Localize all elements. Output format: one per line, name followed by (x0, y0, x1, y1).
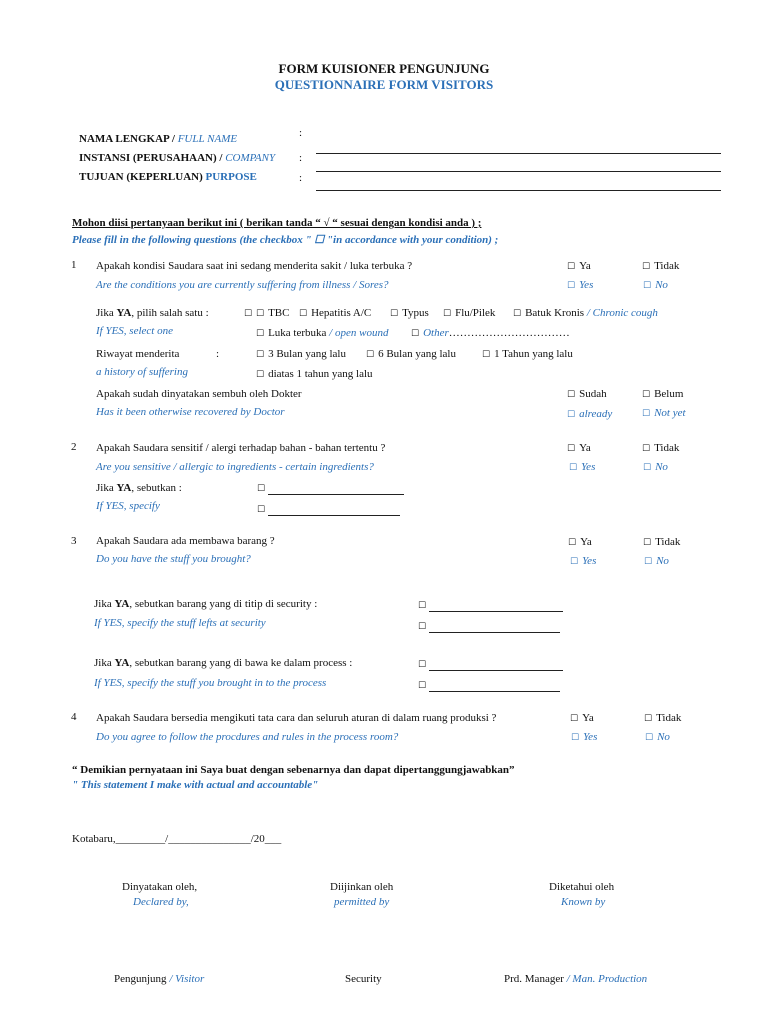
q4-text-en: Do you agree to follow the procdures and rules in the process room? (96, 731, 399, 743)
full-name-field[interactable] (316, 153, 721, 154)
q2-yes-option-en[interactable]: ☐ Yes (569, 461, 596, 473)
q3-process-field-2[interactable] (429, 691, 560, 692)
company-label: INSTANSI (PERUSAHAAN) / COMPANY (79, 152, 276, 164)
option-sudah[interactable]: ☐ Sudah (567, 388, 607, 400)
form-title: FORM KUISIONER PENGUNJUNG (278, 61, 490, 76)
option-other[interactable]: ☐ Other…………………………… (411, 327, 570, 339)
q1-text-en: Are the conditions you are currently suffering from illness / Sores? (96, 279, 389, 291)
q2-specify-checkbox-2[interactable]: ☐ (257, 505, 266, 515)
q1-yes-option[interactable]: ☐ Ya (567, 260, 591, 272)
option-already[interactable]: ☐ already (567, 408, 613, 420)
statement-en: " This statement I make with actual and accountable" (72, 779, 319, 791)
q3-no-option[interactable]: ☐ Tidak (643, 536, 681, 548)
q2-specify-field-1[interactable] (268, 494, 404, 495)
statement-id: “ Demikian pernyataan ini Saya buat dengan sebenarnya dan dapat dipertanggungjawabkan” (72, 764, 515, 776)
option-over-1-year[interactable]: ☐ diatas 1 tahun yang lalu (256, 368, 373, 380)
permitted-by-label-en: permitted by (334, 896, 390, 908)
purpose-colon: : (299, 172, 303, 184)
date-line[interactable]: Kotabaru,_________/_______________/20___ (72, 833, 282, 845)
q3-security-label-en: If YES, specify the stuff lefts at security (94, 617, 266, 629)
q3-process-label-en: If YES, specify the stuff you brought in to the process (94, 677, 327, 689)
option-typus[interactable]: ☐ Typus (390, 307, 429, 319)
q3-security-field-2[interactable] (429, 632, 560, 633)
question-number: 4 (71, 711, 77, 723)
option-flu[interactable]: ☐ Flu/Pilek (443, 307, 496, 319)
option-6-months[interactable]: ☐ 6 Bulan yang lalu (366, 348, 456, 360)
q3-yes-option-en[interactable]: ☐ Yes (570, 555, 597, 567)
q2-specify-field-2[interactable] (268, 515, 400, 516)
known-by-label: Diketahui oleh (549, 881, 615, 893)
q3-security-checkbox-2[interactable]: ☐ (418, 622, 427, 632)
q1-text-id: Apakah kondisi Saudara saat ini sedang menderita sakit / luka terbuka ? (96, 260, 413, 272)
visitor-signature-label: Pengunjung / Visitor (114, 973, 205, 985)
question-number: 3 (71, 535, 77, 547)
q2-yes-option[interactable]: ☐ Ya (567, 442, 591, 454)
q1-no-option[interactable]: ☐ Tidak (642, 260, 680, 272)
q3-process-label: Jika YA, sebutkan barang yang di bawa ke dalam process : (94, 657, 353, 669)
declared-by-label: Dinyatakan oleh, (122, 881, 198, 893)
q4-no-option[interactable]: ☐ Tidak (644, 712, 682, 724)
q3-yes-option[interactable]: ☐ Ya (568, 536, 592, 548)
purpose-label: TUJUAN (KEPERLUAN) PURPOSE (79, 171, 257, 183)
history-label: Riwayat menderita (96, 348, 180, 360)
q1-yes-option-en[interactable]: ☐ Yes (567, 279, 594, 291)
q3-process-field-1[interactable] (429, 670, 563, 671)
company-field[interactable] (316, 171, 721, 172)
security-signature-label: Security (345, 973, 382, 985)
option-hepatitis[interactable]: ☐ Hepatitis A/C (299, 307, 372, 319)
q3-text-en: Do you have the stuff you brought? (96, 553, 251, 565)
purpose-field[interactable] (316, 190, 721, 191)
company-colon: : (299, 152, 303, 164)
permitted-by-label: Diijinkan oleh (330, 881, 394, 893)
full-name-label: NAMA LENGKAP / FULL NAME (79, 133, 238, 145)
instructions-id: Mohon diisi pertanyaan berikut ini ( berikan tanda “ √ “ sesuai dengan kondisi anda ) ; (72, 217, 482, 229)
option-chronic-cough[interactable]: ☐ Batuk Kronis / Chronic cough (513, 307, 658, 319)
q2-text-en: Are you sensitive / allergic to ingredients - certain ingredients? (96, 461, 374, 473)
known-by-label-en: Known by (561, 896, 606, 908)
q2-specify-label-en: If YES, specify (96, 500, 160, 512)
q3-security-field-1[interactable] (429, 611, 563, 612)
q3-process-checkbox-1[interactable]: ☐ (418, 660, 427, 670)
history-label-en: a history of suffering (96, 366, 188, 378)
q1-blank-checkbox[interactable]: ☐ (244, 309, 253, 319)
option-open-wound[interactable]: ☐ Luka terbuka / open wound (256, 327, 389, 339)
recovered-label-en: Has it been otherwise recovered by Doctor (96, 406, 285, 418)
q3-security-checkbox-1[interactable]: ☐ (418, 601, 427, 611)
q3-no-option-en[interactable]: ☐ No (644, 555, 669, 567)
instructions-en: Please fill in the following questions (the checkbox " ☐ "in accordance with your condition) ; (72, 234, 499, 246)
q2-specify-checkbox-1[interactable]: ☐ (257, 484, 266, 494)
q3-process-checkbox-2[interactable]: ☐ (418, 681, 427, 691)
q4-no-option-en[interactable]: ☐ No (645, 731, 670, 743)
q4-text-id: Apakah Saudara bersedia mengikuti tata cara dan seluruh aturan di dalam ruang produksi ? (96, 712, 497, 724)
q4-yes-option-en[interactable]: ☐ Yes (571, 731, 598, 743)
full-name-colon: : (299, 127, 303, 139)
q1-choose-label-en: If YES, select one (96, 325, 173, 337)
question-number: 1 (71, 259, 77, 271)
q4-yes-option[interactable]: ☐ Ya (570, 712, 594, 724)
option-not-yet[interactable]: ☐ Not yet (642, 407, 686, 419)
q3-security-label: Jika YA, sebutkan barang yang di titip di security : (94, 598, 318, 610)
q3-text-id: Apakah Saudara ada membawa barang ? (96, 535, 275, 547)
q1-no-option-en[interactable]: ☐ No (643, 279, 668, 291)
declared-by-label-en: Declared by, (133, 896, 189, 908)
option-tbc[interactable]: ☐ TBC (256, 307, 290, 319)
manager-signature-label: Prd. Manager / Man. Production (504, 973, 648, 985)
q2-no-option-en[interactable]: ☐ No (643, 461, 668, 473)
q2-specify-label: Jika YA, sebutkan : (96, 482, 182, 494)
option-3-months[interactable]: ☐ 3 Bulan yang lalu (256, 348, 346, 360)
q2-no-option[interactable]: ☐ Tidak (642, 442, 680, 454)
q1-choose-label: Jika YA, pilih salah satu : (96, 307, 209, 319)
history-colon: : (216, 348, 220, 360)
option-belum[interactable]: ☐ Belum (642, 388, 684, 400)
question-number: 2 (71, 441, 77, 453)
q2-text-id: Apakah Saudara sensitif / alergi terhadap bahan - bahan tertentu ? (96, 442, 386, 454)
form-subtitle: QUESTIONNAIRE FORM VISITORS (274, 77, 494, 92)
recovered-label: Apakah sudah dinyatakan sembuh oleh Dokter (96, 388, 302, 400)
option-1-year[interactable]: ☐ 1 Tahun yang lalu (482, 348, 573, 360)
